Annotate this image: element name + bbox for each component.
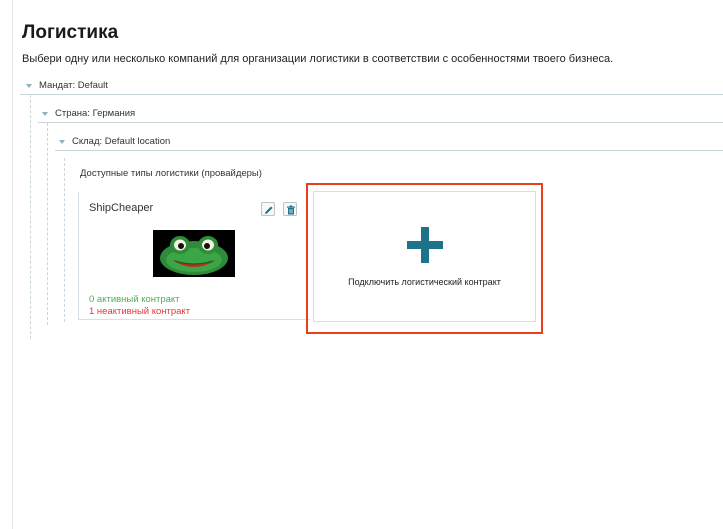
tree-node-country[interactable]: [42, 108, 135, 119]
provider-card[interactable]: [78, 192, 310, 320]
inactive-contracts-count: 1 неактивный контракт: [89, 306, 191, 317]
add-contract-label: Подключить логистический контракт: [348, 277, 501, 287]
divider: [38, 122, 723, 123]
tree-node-mandate[interactable]: [26, 80, 108, 91]
tree-guide: [30, 95, 31, 339]
edit-button[interactable]: [261, 202, 275, 216]
content-border: [12, 0, 13, 529]
tree-guide: [47, 123, 48, 325]
pencil-icon: [264, 205, 274, 215]
plus-icon: [407, 227, 443, 263]
delete-button[interactable]: [283, 202, 297, 216]
tree-node-label: Склад: Default location: [72, 136, 171, 147]
tree-guide: [64, 158, 65, 322]
caret-down-icon: [59, 140, 65, 144]
tree-node-label: Страна: Германия: [55, 108, 136, 119]
tree-node-label: Мандат: Default: [39, 80, 108, 91]
page-title: Логистика: [22, 22, 119, 43]
caret-down-icon: [42, 112, 48, 116]
add-contract-button[interactable]: [313, 191, 536, 322]
divider: [20, 94, 723, 95]
active-contracts-count: 0 активный контракт: [89, 294, 180, 305]
frog-logo: [153, 230, 235, 277]
tree-node-warehouse[interactable]: [59, 136, 170, 147]
divider: [55, 150, 723, 151]
page-subtitle: Выбери одну или несколько компаний для организации логистики в соответствии с особенностями твоего бизнеса.: [22, 53, 614, 65]
provider-name: ShipCheaper: [89, 202, 154, 214]
providers-section-label: Доступные типы логистики (провайдеры): [80, 168, 262, 179]
caret-down-icon: [26, 84, 32, 88]
trash-icon: [286, 205, 296, 215]
